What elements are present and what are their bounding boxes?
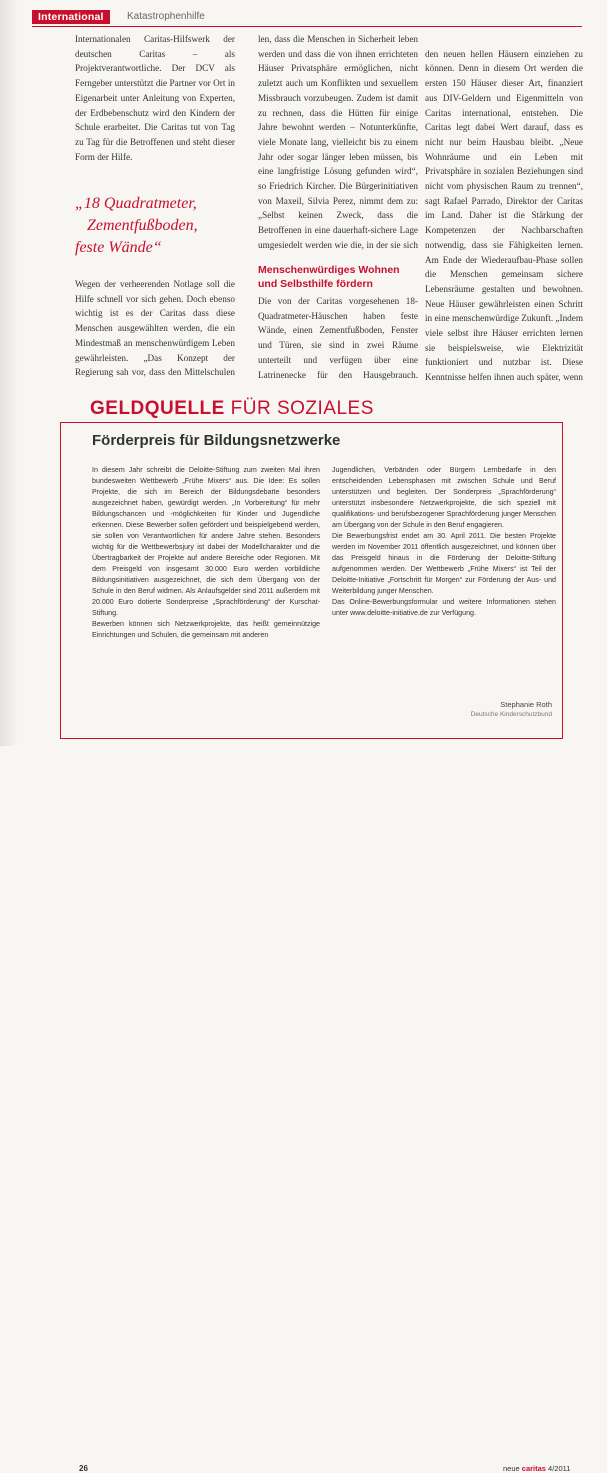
article-paragraph: len, dass die Menschen in Sicherheit leben werden und dass die von ihnen errichteten Häuser Privatsphäre ermöglichen, nicht zuletzt auch um Konflikten und sexuellem Missbrauch vorzubeugen. Zudem ist damit zu rechnen, dass die Hütten für einige Jahre bewohnt werden – Notunterkünfte, viele Monate lang, vielleicht bis zu einem Jahr oder sogar länger leben müssen, bis eine langfristige Lösung gefunden wird“, so Friedrich Kircher. Die Bürgerinitiativen von Maxeil, Silvia Perez, nimmt dem zu: „Selbst keinen Zweck, dass die Betroffenen in eine dauerhaft-sichere Lage umgesiedelt werden wie die, in der sie sich xyxy=(258,34,418,250)
header-rule xyxy=(32,26,582,27)
category-label: Katastrophenhilfe xyxy=(127,11,205,22)
page-fold-shadow xyxy=(0,0,18,746)
infobox-signature-name: Stephanie Roth xyxy=(500,700,552,709)
article-subheading: Menschenwürdiges Wohnen und Selbsthilfe fördern xyxy=(258,264,400,290)
magazine-issue: 4/2011 xyxy=(545,1464,571,1473)
magazine-name xyxy=(503,1464,570,1473)
magazine-prefix: neue xyxy=(503,1464,522,1473)
pull-quote-line: „18 Quadratmeter, xyxy=(75,195,197,212)
article-paragraph: Die von der Caritas vorgesehenen 18-Quadratmeter-Häuschen haben feste Wände, einen Zementfußboden, Fenster und Türen, sie sind in zwei Räume unterteilt und verfügen über eine Latrinenecke für den Hausgebrauch. xyxy=(258,296,418,380)
infobox-paragraph: In diesem Jahr schreibt die Deloitte-Stiftung zum zweiten Mal ihren bundesweiten Wettbewerb „Frühe Mixers“ aus. Die Idee: Es sollen Projekte, die sich im Bereich der Bildungsdebatte besonders ausgezeichnet haben, gewürdigt werden. „In Vorbereitung“ für mehr Bildungschancen und -möglichkeiten für Kinder und Jugendliche erkennen. Diese Bewerber sollen gefördert und beispielgebend werden, sie sollen von Verantwortlichen für andere Jahre stehen. Besonders wichtig für die Wettbewerbsjury ist dabei der Modellcharakter und die Übertragbarkeit der Projekte auf andere Bereiche oder Regionen. Mit dem Preisgeld von insgesamt 30.000 Euro werden vorbildliche Bildungsinitiativen ausgezeichnet, die sich dem Übergang von der Schule in den Beruf widmen. Als Anlaufsgelder sind 2011 außerdem mit 20.000 Euro dotierte Sonderpreise „Sprachförderung“ der Kurschat-Stiftung. Bewerben können sich Netzwerkprojekte, das heißt gemeinnützige Einrichtungen und Schulen, die gemeinsam mit anderen xyxy=(92,466,320,639)
article-col2-bottom xyxy=(258,294,418,383)
page-footer xyxy=(0,728,607,1473)
infobox-col1 xyxy=(92,454,320,732)
pull-quote xyxy=(75,193,265,259)
infobox-title-rest: FÜR SOZIALES xyxy=(224,398,374,419)
infobox-col2 xyxy=(332,454,556,690)
magazine-brand: caritas xyxy=(521,1464,546,1473)
article-paragraph: Wegen der verheerenden Notlage soll die Hilfe schnell vor sich gehen. Doch ebenso wichtig ist es der Caritas dass diese Menschen ausgewählten werden, die ein Mindestmaß an menschenwürdigem Leben gewährleisten. „Das Konzept der Regierung sah vor, dass den Mittelschulen xyxy=(75,279,235,378)
infobox-title-bold: GELDQUELLE xyxy=(90,398,225,419)
infobox-signature-role: Deutsche Kinderschutzbund xyxy=(470,711,552,718)
pull-quote-line: Zementfußboden, xyxy=(87,217,198,234)
page-number: 26 xyxy=(79,1464,88,1473)
article-col1-top xyxy=(75,32,235,180)
article-paragraph: Internationalen Caritas-Hilfswerk der deutschen Caritas – als Projektverantwortliche. Der DCV als Ferngeber unterstützt die Partner vor Ort in Eigenarbeit unter Anleitung von Experten, der Erdbebenschutz wird den Kindern der Schule erarbeitet. Die Caritas tut von Tag zu Tag für die Betroffenen und steht dieser Form der Hilfe. xyxy=(75,34,235,162)
article-col1-bottom xyxy=(75,277,235,383)
page-header xyxy=(0,0,607,26)
pull-quote-line: feste Wände“ xyxy=(75,239,162,256)
article-paragraph: den neuen hellen Häusern einziehen zu können. Denn in diesem Ort werden die ersten 150 Häuser dieser Art, finanziert aus DIV-Geldern und Eigenmitteln von Caritas international, entstehen. Die Caritas legt dabei Wert darauf, dass es nicht nur beim Hausbau bleibt. „Neue Wohnräume und ein Leben mit Privatsphäre in sozialen Beziehungen sind nicht vom physischen Raum zu trennen“, sagt Rafael Parrado, Direktor der Caritas im Land. Daher ist die Stärkung der Kompetenzen der Nachbarschaften notwendig, dass sie Fähigkeiten lernen. Am Ende der Wiederaufbau-Phase sollen die Menschen gemeinsam sichere Lebensräume gestalten und bewohnen. Neue Häuser gewährleisten einen Schritt in eine menschenwürdige Zukunft. „Indem viele selbst ihre Häuser errichten lernen sie beispielsweise, wie Elektrizität funktioniert und nutzbar ist. Diese Kenntnisse helfen ihnen auch später, wenn xyxy=(425,48,583,383)
infobox-heading: Förderpreis für Bildungsnetzwerke xyxy=(92,432,341,449)
infobox-title xyxy=(90,398,374,420)
section-label: International xyxy=(32,10,110,24)
article-col2-top xyxy=(258,32,418,254)
article-col3 xyxy=(425,32,583,384)
infobox-paragraph: Jugendlichen, Verbänden oder Bürgern Lernbedarfe in den entscheidenden Lebensphasen mit zwischen Schule und Beruf unterstützen und begleiten. Der Sonderpreis „Sprachförderung“ unterstützt insbesondere Netzwerkprojekte, die sich speziell mit qualifikations- und berufsbezogener Sprachförderung junger Menschen am Übergang von der Schule in den Beruf engagieren. Die Bewerbungsfrist endet am 30. April 2011. Die besten Projekte werden im November 2011 öffentlich ausgezeichnet, und können über das Preisgeld hinaus in die Förderung der Deloitte-Stiftung aufgenommen werden. Der Wettbewerb „Frühe Mixers“ ist Teil der Deloitte-Initiative „Fortschritt für Morgen“ zur Förderung der Aus- und Weiterbildung junger Menschen. Das Online-Bewerbungsformular und weitere Informationen stehen unter www.deloitte-initiative.de zur Verfügung. xyxy=(332,466,556,617)
